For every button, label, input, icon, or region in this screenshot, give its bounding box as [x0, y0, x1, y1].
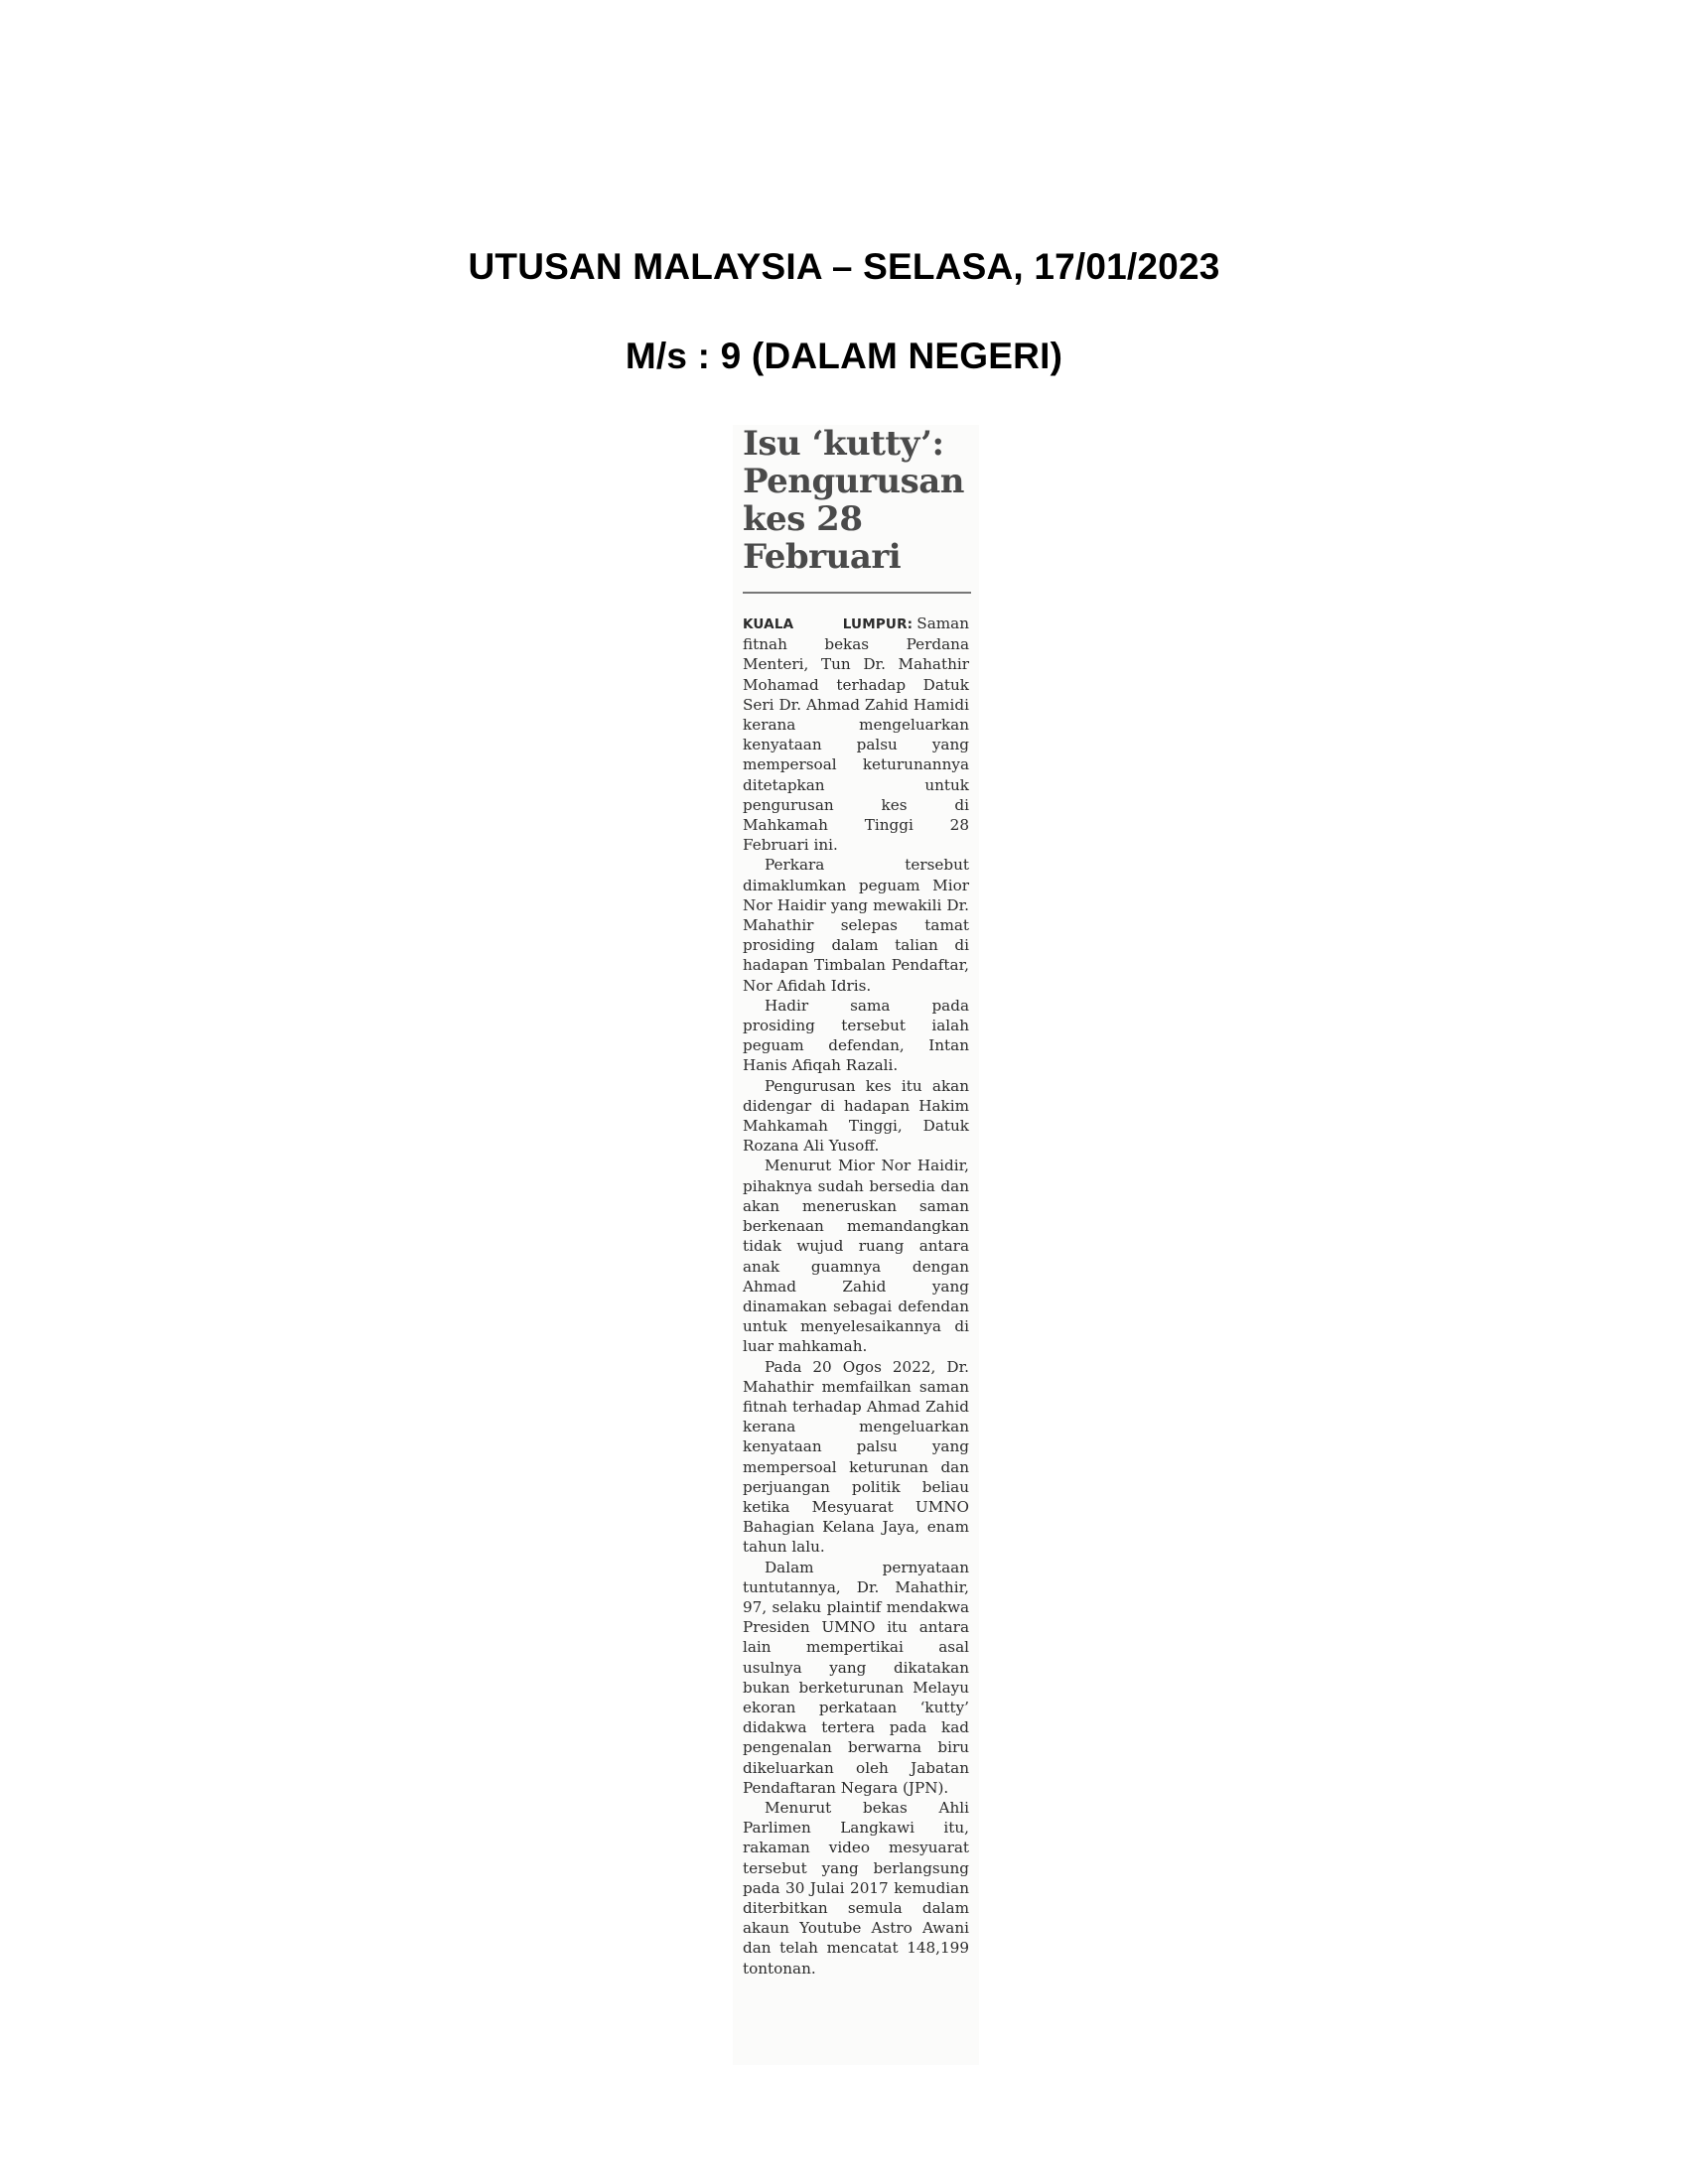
article-lead-paragraph: [743, 614, 969, 855]
document-header-page: M/s : 9 (DALAM NEGERI): [625, 336, 1063, 376]
newspaper-clipping: [733, 425, 979, 2065]
article-paragraph: Dalam pernyataan tuntutannya, Dr. Mahathir, 97, selaku plaintif mendakwa Presiden UMNO itu antara lain mempertikai asal usulnya yang dikatakan bukan berketurunan Melayu ekoran perkataan ‘kutty’ didakwa tertera pada kad pengenalan berwarna biru dikeluarkan oleh Jabatan Pendaftaran Negara (JPN).: [743, 1558, 969, 1797]
document-header-title: UTUSAN MALAYSIA – SELASA, 17/01/2023: [468, 246, 1220, 287]
article-paragraph: Perkara tersebut dimaklumkan peguam Mior Nor Haidir yang mewakili Dr. Mahathir selepas tamat prosiding dalam talian di hadapan Timbalan Pendaftar, Nor Afidah Idris.: [743, 856, 969, 995]
article-dateline: KUALA LUMPUR:: [743, 616, 914, 632]
article-lead: Saman fitnah bekas Perdana Menteri, Tun Dr. Mahathir Mohamad terhadap Datuk Seri Dr. Ahmad Zahid Hamidi kerana mengeluarkan kenyataan palsu yang mempersoal keturunannya ditetapkan untuk pengurusan kes di Mahkamah Tinggi 28 Februari ini.: [743, 614, 969, 855]
article-paragraph: Pada 20 Ogos 2022, Dr. Mahathir memfailkan saman fitnah terhadap Ahmad Zahid kerana mengeluarkan kenyataan palsu yang mempersoal keturunan dan perjuangan politik beliau ketika Mesyuarat UMNO Bahagian Kelana Jaya, enam tahun lalu.: [743, 1357, 969, 1557]
headline-line: Isu ‘kutty’:: [743, 424, 944, 464]
headline-line: Pengurusan: [743, 462, 965, 501]
article-paragraph: Menurut bekas Ahli Parlimen Langkawi itu, rakaman video mesyuarat tersebut yang berlangsung pada 30 Julai 2017 kemudian diterbitkan semula dalam akaun Youtube Astro Awani dan telah mencatat 148,199 tontonan.: [743, 1798, 969, 1978]
article-paragraph: Hadir sama pada prosiding tersebut ialah peguam defendan, Intan Hanis Afiqah Razali.: [743, 996, 969, 1075]
article-body: [743, 614, 969, 1979]
headline-line: kes 28: [743, 499, 863, 539]
headline-divider: [743, 592, 971, 594]
headline-line: Februari: [743, 537, 902, 577]
article-headline: [743, 425, 981, 576]
article-paragraph: Pengurusan kes itu akan didengar di hadapan Hakim Mahkamah Tinggi, Datuk Rozana Ali Yusoff.: [743, 1076, 969, 1156]
article-paragraph: Menurut Mior Nor Haidir, pihaknya sudah bersedia dan akan meneruskan saman berkenaan memandangkan tidak wujud ruang antara anak guamnya dengan Ahmad Zahid yang dinamakan sebagai defendan untuk menyelesaikannya di luar mahkamah.: [743, 1157, 969, 1356]
